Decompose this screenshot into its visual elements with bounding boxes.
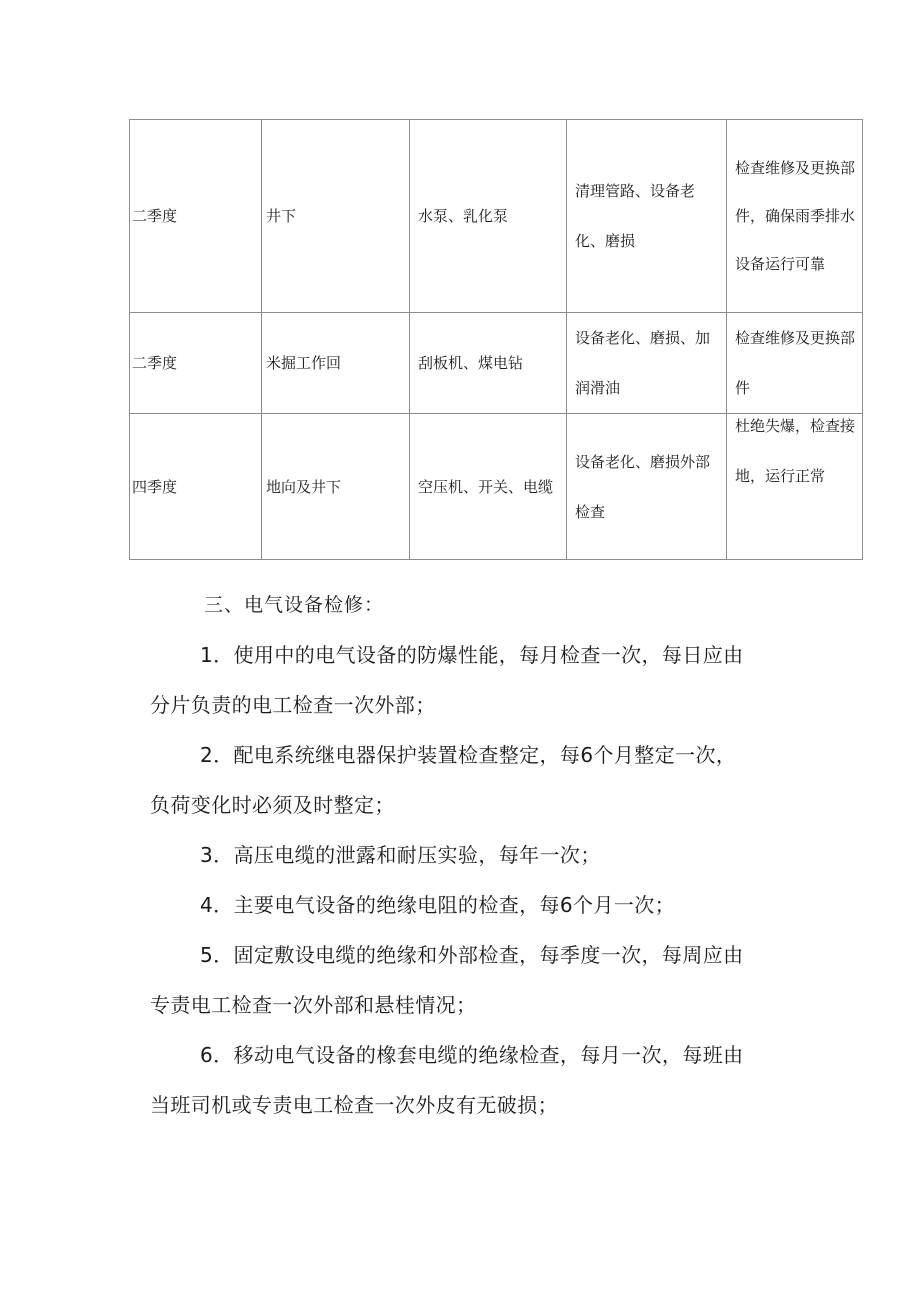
issue-text: 清理管路、设备老化、磨损 [575,182,696,250]
equipment-text: 刮板机、煤电钻 [418,354,524,372]
action-cell [727,120,863,313]
list-item: 5．固定敷设电缆的绝缘和外部检查，每季度一次，每周应由专责电工检查一次外部和悬桂情况； [150,943,744,1017]
action-cell [727,414,863,560]
issue-cell [567,313,727,414]
location-cell [262,313,410,414]
list-item: 1．使用中的电气设备的防爆性能，每月检查一次，每日应由分片负责的电工检查一次外部； [150,643,744,717]
action-cell [727,313,863,414]
list-item: 2．配电系统继电器保护装置检查整定，每6个月整定一次，负荷变化时必须及时整定； [150,743,737,817]
quarter-cell [130,414,262,560]
issue-text: 设备老化、磨损、加润滑油 [575,329,711,397]
equipment-text: 空压机、开关、电缆 [418,477,554,496]
location-text: 地向及井下 [266,477,342,496]
issue-cell [567,120,727,313]
table-row [130,120,863,313]
action-text: 杜绝失爆，检查接地，运行正常 [735,417,856,485]
list-item: 3．高压电缆的泄露和耐压实验，每年一次； [200,843,601,867]
location-text: 井下 [266,207,297,225]
quarter-text: 二季度 [132,207,178,225]
quarter-text: 四季度 [132,477,178,496]
equipment-cell [410,313,567,414]
location-text: 米掘工作回 [266,354,342,372]
issue-text: 设备老化、磨损外部检查 [575,452,711,521]
issue-cell [567,414,727,560]
maintenance-schedule-table [129,119,863,560]
location-cell [262,120,410,313]
equipment-cell [410,414,567,560]
quarter-cell [130,313,262,414]
equipment-text: 水泵、乳化泵 [418,207,509,225]
table-row [130,414,863,560]
quarter-cell [130,120,262,313]
table-row [130,313,863,414]
action-text: 检查维修及更换部件，确保雨季排水设备运行可靠 [735,159,856,273]
action-text: 检查维修及更换部件 [735,329,856,397]
list-item: 6．移动电气设备的橡套电缆的绝缘检查，每月一次，每班由当班司机或专责电工检查一次外皮有无破损； [150,1043,744,1117]
list-item: 4．主要电气设备的绝缘电阻的检查，每6个月一次； [200,893,676,917]
quarter-text: 二季度 [132,354,178,372]
location-cell [262,414,410,560]
equipment-cell [410,120,567,313]
section-heading: 三、电气设备检修： [204,594,385,616]
